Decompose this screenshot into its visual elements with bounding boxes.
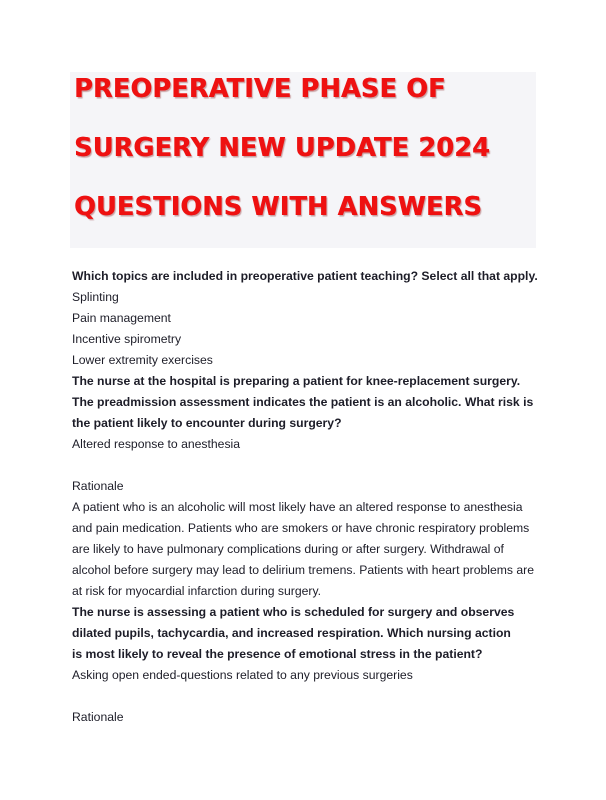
question-3-line-1: The nurse is assessing a patient who is scheduled for surgery and observes xyxy=(72,605,515,619)
document-title-line-1: PREOPERATIVE PHASE OF xyxy=(74,74,446,104)
answer-2: Altered response to anesthesia xyxy=(72,437,241,451)
question-1: Which topics are included in preoperative patient teaching? Select all that apply. xyxy=(72,269,538,283)
rationale-text: A patient who is an alcoholic will most likely have an altered response to anesthesia and pain medication. Patients who are smokers or have chronic respiratory problems are likely to have pulmonary complications during or after surgery. Withdrawal of alcohol before surgery may lead to delirium tremens. Patients with heart problems are at risk for myocardial infarction during surgery. xyxy=(72,500,534,598)
answer-option: Pain management xyxy=(72,311,171,325)
answer-option: Incentive spirometry xyxy=(72,332,182,346)
answer-option: Splinting xyxy=(72,290,119,304)
spacer xyxy=(72,686,542,707)
question-3-line-2: dilated pupils, tachycardia, and increased respiration. Which nursing action xyxy=(72,626,511,640)
document-body xyxy=(72,266,542,728)
document-title-line-2: SURGERY NEW UPDATE 2024 xyxy=(74,133,490,163)
rationale-label: Rationale xyxy=(72,479,124,493)
answer-3: Asking open ended-questions related to any previous surgeries xyxy=(72,668,413,682)
document-title-line-3: QUESTIONS WITH ANSWERS xyxy=(74,192,482,222)
question-2: The nurse at the hospital is preparing a patient for knee-replacement surgery. The preadmission assessment indicates the patient is an alcoholic. What risk is the patient likely to encounter during surgery? xyxy=(72,374,534,430)
spacer xyxy=(72,455,542,476)
question-3-line-3: is most likely to reveal the presence of emotional stress in the patient? xyxy=(72,647,483,661)
answer-option: Lower extremity exercises xyxy=(72,353,213,367)
rationale-label: Rationale xyxy=(72,710,124,724)
